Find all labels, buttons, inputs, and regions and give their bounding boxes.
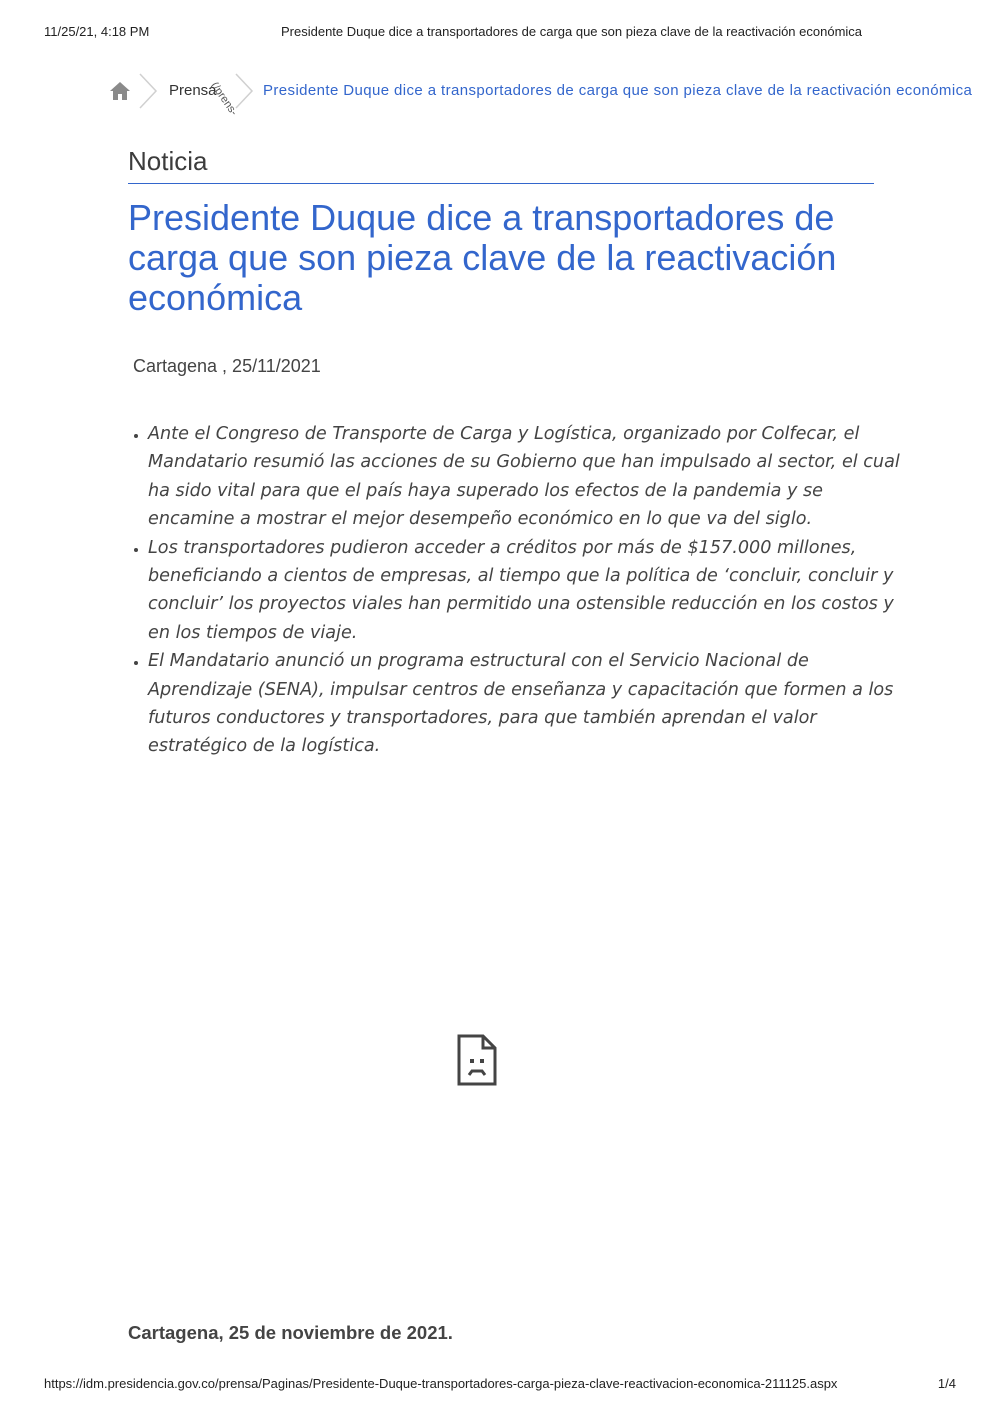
summary-list	[128, 420, 908, 761]
breadcrumb-item-prensa[interactable]: Prensa	[169, 82, 217, 99]
print-title: Presidente Duque dice a transportadores de carga que son pieza clave de la reactivación económica	[281, 24, 863, 39]
chevron-right-icon	[136, 72, 160, 110]
page-title: Presidente Duque dice a transportadores de carga que son pieza clave de la reactivación económica	[128, 197, 837, 318]
page-number: 1/4	[937, 1376, 956, 1391]
page-url: https://idm.presidencia.gov.co/prensa/Paginas/Presidente-Duque-transportadores-carga-pieza-clave-reactivacion-economica-211125.aspx	[44, 1376, 838, 1391]
closing-dateline: Cartagena, 25 de noviembre de 2021.	[128, 1322, 453, 1343]
print-datetime: 11/25/21, 4:18 PM	[44, 24, 150, 39]
section-label: Noticia	[128, 146, 874, 184]
breadcrumb	[108, 72, 973, 118]
breadcrumb-item-current[interactable]: Presidente Duque dice a transportadores de carga que son pieza clave de la reactivación económica	[263, 82, 973, 99]
breadcrumb-url-fragment: (/prens-	[208, 80, 240, 118]
list-item: • El Mandatario anunció un programa estructural con el Servicio Nacional de Aprendizaje (SENA), impulsar centros de enseñanza y capacitación que formen a los futuros conductores y transportadores, para que también aprendan el valor estratégico de la logística.	[148, 647, 908, 761]
list-item: • Ante el Congreso de Transporte de Carga y Logística, organizado por Colfecar, el Mandatario resumió las acciones de su Gobierno que han impulsado al sector, el cual ha sido vital para que el país haya superado los efectos de la pandemia y se encamine a mostrar el mejor desempeño económico en lo que va del siglo.	[148, 420, 908, 534]
chevron-right-icon	[232, 72, 256, 110]
broken-image-icon	[456, 1033, 498, 1087]
home-icon[interactable]	[108, 80, 132, 102]
list-item: • Los transportadores pudieron acceder a créditos por más de $157.000 millones, beneficiando a cientos de empresas, al tiempo que la política de ‘concluir, concluir y concluir’ los proyectos viales han permitido una ostensible reducción en los costos y en los tiempos de viaje.	[148, 534, 908, 648]
dateline: Cartagena , 25/11/2021	[133, 356, 321, 376]
